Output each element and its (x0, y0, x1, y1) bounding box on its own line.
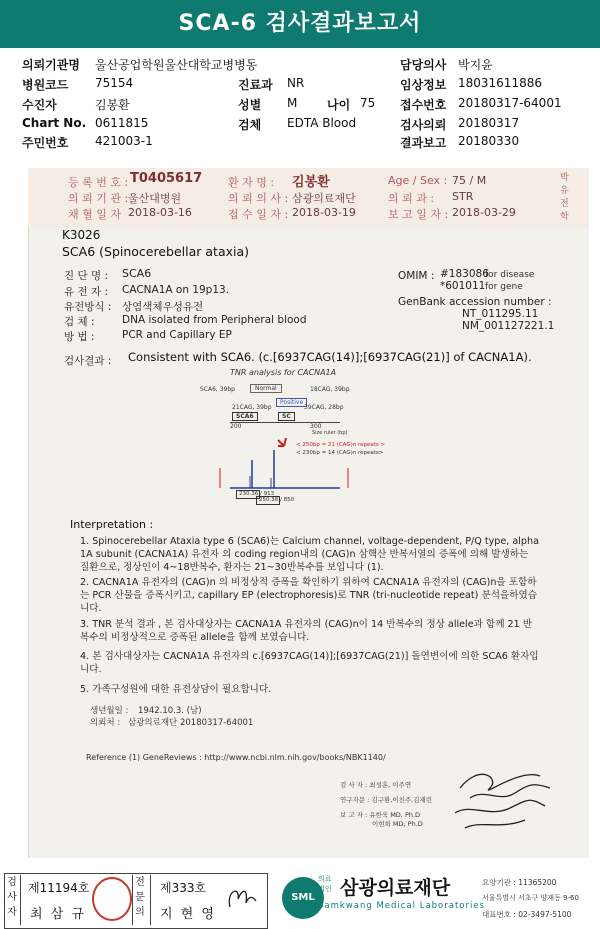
size-ruler (230, 422, 340, 423)
specimen-value: EDTA Blood (287, 116, 357, 130)
sig-tester: 검 사 자 : 최성훈, 이주연 (340, 781, 412, 789)
handwritten-signature (440, 758, 570, 838)
patient-value: 김봉환 (95, 98, 130, 112)
rep-value: 2018-03-29 (452, 206, 516, 219)
inst-label: 의 뢰 기 관 : (68, 192, 129, 205)
interp-item-4: 4. 본 검사대상자는 CACNA1A 유전자의 c.[6937CAG(14)];[6937CAG(21)] 돌연변이에 의한 SCA6 환자입니다. (80, 651, 539, 675)
left-primer: SCA6, 39bp (200, 386, 235, 393)
result-label: 검사결과 : (64, 355, 112, 367)
institution-label: 의뢰기관명 (22, 58, 80, 72)
collect-label: 채 혈 일 자 (68, 208, 121, 221)
ward-label: 의 뢰 과 : (388, 192, 435, 205)
omim-1-note: for disease (485, 270, 535, 280)
peak-1-box: 230.36 / 913 (236, 490, 260, 499)
request-label: 검사의뢰 (400, 118, 447, 132)
receipt-label: 접수번호 (400, 98, 447, 112)
specialist-no: 제333호 (160, 881, 207, 895)
interp-title: Interpretation : (70, 518, 154, 531)
omim-2-note: for gene (485, 282, 523, 292)
patient-label: 수진자 (22, 98, 57, 112)
collect-value: 2018-03-16 (128, 206, 192, 219)
reg-value: T0405617 (130, 171, 203, 186)
positive-box: Positive (276, 398, 307, 407)
rep-label: 보 고 일 자 : (388, 208, 449, 221)
dx-value: SCA6 (122, 267, 152, 280)
agesex-label: Age / Sex : (388, 174, 448, 187)
doctor-value: 박지윤 (458, 58, 493, 72)
inst-value: 울산대병원 (128, 192, 182, 205)
genbank-label: GenBank accession number : (398, 296, 552, 308)
reg-no: 요양기관 : 11365200 (482, 878, 557, 887)
pname-label: 환 자 명 : (228, 176, 275, 189)
note-230: < 230bp = 14 (CAG)n repeats> (296, 450, 384, 456)
ward-value: STR (452, 190, 474, 203)
omim-1: #183086 (440, 268, 489, 280)
sig-advisor: 연구자문 : 김구환,이친주,김재린 (340, 796, 433, 804)
peak-2-box: 250.38 / 850 (256, 496, 280, 505)
specialist-label: 전문의 (135, 877, 145, 918)
arrow-icon (278, 438, 286, 446)
figure-title: TNR analysis for CACNA1A (230, 368, 337, 377)
divider (150, 875, 151, 925)
test-code: K3026 (62, 228, 101, 242)
electropherogram (200, 438, 410, 508)
exp-tag: 18CAG, 39bp (310, 386, 350, 393)
omim-label: OMIM : (398, 270, 435, 282)
omim-2: *601011 (440, 280, 486, 292)
phone: 대표번호 : 02-3497-5100 (482, 910, 572, 919)
method-value: PCR and Capillary EP (122, 329, 232, 341)
tester-name: 최 삼 규 (30, 907, 86, 922)
specialist-signature (222, 881, 260, 917)
hospital-code-label: 병원코드 (22, 78, 69, 92)
inherit-label: 유전방식 : (64, 301, 112, 313)
org-name: 삼광의료재단 (340, 877, 451, 899)
inherit-value: 상염색체우성유전 (122, 301, 204, 313)
forward-tag: 21CAG, 39bp (232, 404, 272, 411)
recv-label: 접 수 일 자 : (228, 208, 289, 221)
spec-label: 검 체 : (64, 316, 95, 328)
ref-doc-value: 삼광의료재단 (292, 192, 356, 205)
divider (132, 875, 133, 925)
report-date-label: 결과보고 (400, 136, 447, 150)
sex-value: M (287, 96, 298, 110)
sex-label: 성별 (238, 98, 262, 112)
interp-item-2: 2. CACNA1A 유전자의 (CAG)n 의 비정상적 증폭을 확인하기 위하여 CACNA1A 유전자의 (CAG)n을 포함하는 PCR 산물을 증폭시키고, capillary EP (electrophoresis)로 TNR (tri-nucleotide repeat) 분석을하였습니다. (80, 577, 538, 614)
gene-label: 유 전 자 : (64, 286, 108, 298)
seg-1: SCA6 (232, 412, 258, 421)
receipt-value: 20180317-64001 (458, 96, 562, 110)
specimen-label: 검체 (238, 118, 262, 132)
report-title: SCA-6 검사결과보고서 (0, 0, 600, 48)
chart-value: 0611815 (95, 116, 149, 130)
axis-end: 300 (310, 423, 322, 430)
dept-label: 진료과 (238, 78, 273, 92)
pname-value: 김봉환 (292, 175, 330, 190)
agesex-value: 75 / M (452, 174, 487, 187)
normal-box: Normal (250, 384, 282, 393)
result-value: Consistent with SCA6. (c.[6937CAG(14)];[6937CAG(21)] of CACNA1A). (128, 350, 532, 364)
genbank-2: NM_001127221.1 (462, 320, 555, 332)
genbank-1: NT_011295.11 (462, 308, 539, 320)
dept-value: NR (287, 76, 305, 90)
interp-item-3: 3. TNR 분석 결과 , 본 검사대상자는 CACNA1A 유전자의 (CAG)n이 14 반복수의 정상 allele과 함께 21 반복수의 비정상적으로 증폭된 allele을 함께 보였습니다. (80, 619, 533, 643)
age-value: 75 (360, 96, 376, 110)
reg-label: 등 록 번 호 : (68, 176, 129, 189)
seg-2: SC (278, 412, 295, 421)
side-mark: 박유전학 (560, 173, 569, 222)
clinical-label: 임상정보 (400, 78, 447, 92)
doctor-label: 담당의사 (400, 58, 447, 72)
report-date-value: 20180330 (458, 134, 520, 148)
address: 서울특별시 서초구 양재동 9-60 (482, 894, 579, 902)
right-tag: 39CAG, 28bp (304, 404, 344, 411)
institution-value: 울산공업학원울산대학교병병동 (95, 58, 258, 72)
ref-doc-label: 의 뢰 의 사 : (228, 192, 289, 205)
tester-no: 제11194호 (28, 881, 90, 895)
recv-value: 2018-03-19 (292, 206, 356, 219)
sig-reporter: 보 고 자 : 유한욱 MD, Ph.D (340, 811, 421, 819)
id-value: 421003-1 (95, 134, 153, 148)
birth-value: 1942.10.3. (남) (138, 706, 202, 716)
referrer-value: 삼광의료재단 20180317-64001 (128, 718, 254, 728)
sml-logo-icon: SML (282, 877, 324, 919)
org-small-2: 법인 (318, 885, 332, 893)
id-label: 주민번호 (22, 136, 69, 150)
org-eng: Samkwang Medical Laboratories (318, 901, 486, 911)
dx-label: 진 단 명 : (64, 270, 108, 282)
method-label: 방 법 : (64, 331, 95, 343)
org-small-1: 의료 (318, 875, 332, 883)
note-250: < 250bp = 21 (CAG)n repeats > (296, 442, 386, 448)
gene-value: CACNA1A on 19p13. (122, 284, 230, 296)
request-value: 20180317 (458, 116, 520, 130)
reference: Reference (1) GeneReviews : http://www.ncbi.nlm.nih.gov/books/NBK1140/ (86, 753, 386, 762)
interp-item-1: 1. Spinocerebellar Ataxia type 6 (SCA6)는 Calcium channel, voltage-dependent, P/Q type, alpha 1A subunit (CACNA1A) 유전자 의 coding region내의 (CAG)n 삼핵산 반복서열의 증폭에 의해 발생하는 질환으로, 정상인이 4~18반복수, 환자는 21~30반복수를 보입니다 (1). (80, 536, 539, 573)
tester-label: 검사자 (7, 877, 17, 918)
sig-reporter-2: 이현희 MD, Ph.D (372, 820, 423, 828)
age-label: 나이 (327, 98, 351, 112)
axis-unit: Size ruler (bp) (312, 430, 348, 436)
divider (20, 875, 21, 925)
clinical-value: 18031611886 (458, 76, 542, 90)
axis-start: 200 (230, 423, 242, 430)
test-name: SCA6 (Spinocerebellar ataxia) (62, 244, 250, 259)
specialist-name: 지 현 영 (160, 907, 216, 922)
footer (0, 871, 600, 929)
referrer-label: 의뢰처 : (90, 718, 121, 728)
stamp-seal (92, 877, 132, 921)
spec-value: DNA isolated from Peripheral blood (122, 314, 307, 326)
hospital-code-value: 75154 (95, 76, 134, 90)
interp-item-5: 5. 가족구성원에 대한 유전상담이 필요합니다. (80, 684, 272, 695)
chart-label: Chart No. (22, 116, 87, 130)
birth-label: 생년월일 : (90, 706, 129, 716)
tnr-figure (200, 368, 410, 508)
